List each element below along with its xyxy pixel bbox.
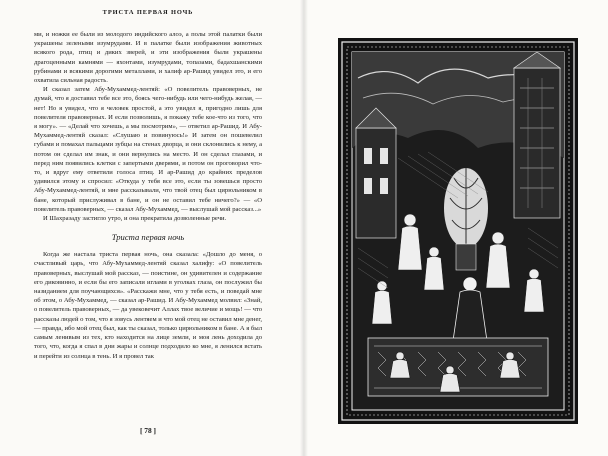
paragraph: ми, и ножки ее были из молодого индийского алоэ, а полы этой палатки были украшены зелеными изумрудами. И в палатке были изображения животных всякого рода, птиц и диких зверей, и эти изображения были украшены драгоценными камнями — яхонтами, изумрудами, топазами, бадахшанскими рубинами и всякими дорогими металлами, и халиф ар-Рашид увидел это, и его охватила сильная радость. <box>34 31 262 85</box>
paragraph: Когда же настала триста первая ночь, она сказала: «Дошло до меня, о счастливый царь, что Абу-Мухаммед-лентяй сказал халифу: «О повелитель правоверных, выслушай мой рассказ, — поистине, он удивителен и содержание его диковинно, и если бы его записали иглами в уголках глаза, он послужил бы назиданием для поучающихся». «Расскажи мне, что у тебя есть, и поведай мне об этом, о Абу-Мухаммед, — сказал ар-Рашид. И Абу-Мухаммед молвил: «Знай, о повелитель правоверных, — да увековечит Аллах твое величие и мощь! — что рассказы людей о том, что я зовусь лентяем и что мой отец не оставил мне денег, — правда, ибо мой отец был, как ты сказал, только цирюльником в бане. А я был самым ленивым из тех, кто находится на лице земли, и моя лень доходила до того, что, когда я спал в дни жары и солнце подходило ко мне, я ленился встать и перейти из солнца в тень. И я провел так <box>34 251 262 360</box>
page-number: [ 78 ] <box>139 426 156 435</box>
illustration-artwork <box>338 38 578 424</box>
text-block <box>34 30 262 361</box>
paragraph: И Шахразаду застигло утро, и она прекратила дозволенные речи. <box>43 215 227 223</box>
book-gutter <box>300 0 308 456</box>
chapter-heading: Триста первая ночь <box>111 232 185 243</box>
illustration <box>338 38 578 424</box>
running-head: ТРИСТА ПЕРВАЯ НОЧЬ <box>102 9 194 16</box>
paragraph: И сказал затем Абу-Мухаммед-лентяй: «О повелитель правоверных, не думай, что я доставил тебе все это, боясь чего-нибудь или чего-нибудь желая, — нет! Но я увидел, что я человек простой, а это увидел я, пригодно лишь для повелителя правоверных. И если позволишь, я покажу тебе кое-что из того, что я могу». — «Делай что хочешь, а мы посмотрим», — ответил ар-Рашид. И Абу-Мухаммед-лентяй сказал: «Слушаю и повинуюсь!» И затем он пошевелил губами и помахал пальцами зубцы на стенах дворца, и они склонились к нему, а потом он сделал им знак, и они вернулись на место. И он сделал глазами, и перед ним появились клетки с запертыми дверями, и потом он проговорил что-то, и вдруг ему ответили голоса птиц. И ар-Рашид до крайних пределов удивился этому и спросил: «Откуда у тебя все это, если ты зовешься просто Абу-Мухаммед-лентяй, и мне рассказывали, что твой отец был цирюльником в бане, который прислуживал в бане, и он не оставил тебе ничего?» — «О повелитель правоверных, — сказал Абу-Мухаммед, — выслушай мой рассказ...» <box>34 86 262 213</box>
